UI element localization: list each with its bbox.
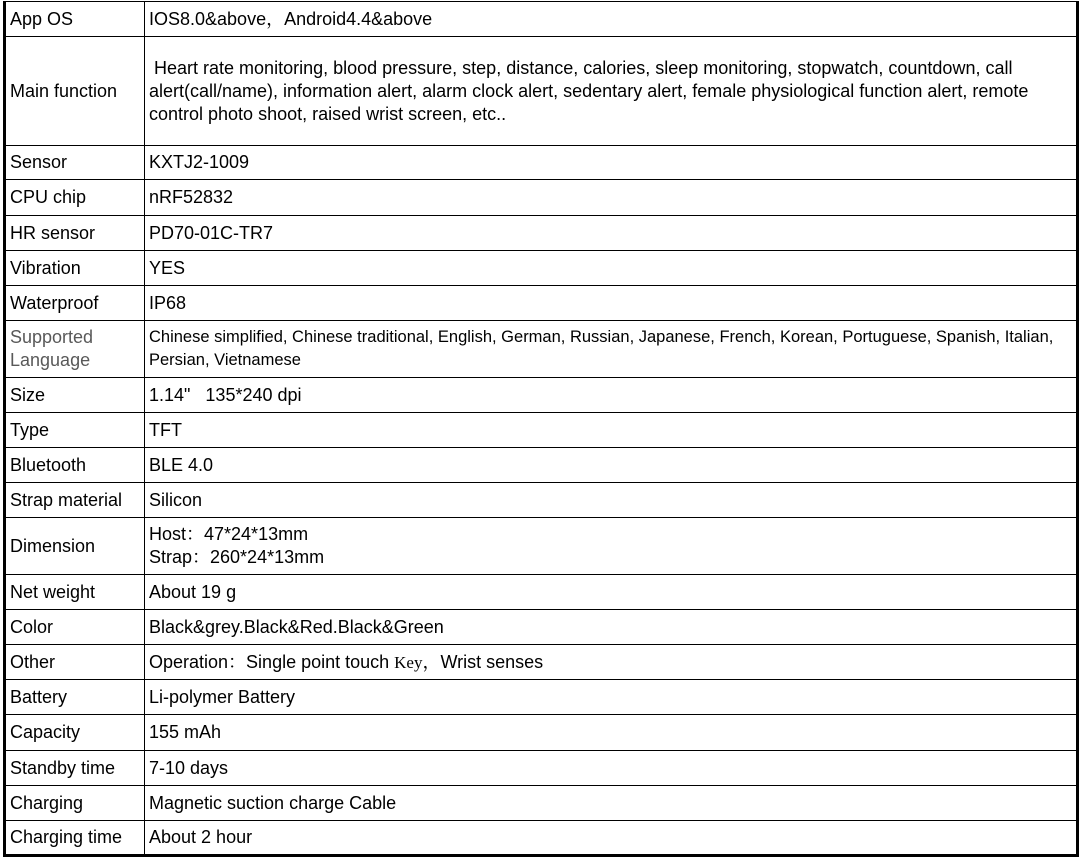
row-label-battery: Battery bbox=[5, 680, 145, 715]
row-value-other bbox=[145, 645, 1078, 680]
table-row bbox=[5, 575, 1078, 610]
row-label-dimension: Dimension bbox=[5, 518, 145, 575]
row-value-net-weight: About 19 g bbox=[145, 575, 1078, 610]
row-label-standby-time: Standby time bbox=[5, 751, 145, 786]
table-row bbox=[5, 786, 1078, 821]
row-label-type: Type bbox=[5, 413, 145, 448]
row-value-color: Black&grey.Black&Red.Black&Green bbox=[145, 610, 1078, 645]
table-row bbox=[5, 483, 1078, 518]
label-line: Language bbox=[10, 350, 91, 370]
row-label-cpu-chip: CPU chip bbox=[5, 180, 145, 216]
dimension-host: Host：47*24*13mm bbox=[149, 524, 309, 544]
table-row bbox=[5, 821, 1078, 856]
row-value-bluetooth: BLE 4.0 bbox=[145, 448, 1078, 483]
row-label-supported-language bbox=[5, 321, 145, 378]
table-row bbox=[5, 715, 1078, 751]
table-row bbox=[5, 610, 1078, 645]
other-text-a: Operation：Single point touch bbox=[149, 651, 395, 672]
row-value-hr-sensor: PD70-01C-TR7 bbox=[145, 216, 1078, 251]
row-label-vibration: Vibration bbox=[5, 251, 145, 286]
table-row bbox=[5, 2, 1078, 37]
row-label-sensor: Sensor bbox=[5, 146, 145, 180]
table-row bbox=[5, 518, 1078, 575]
row-value-capacity: 155 mAh bbox=[145, 715, 1078, 751]
table-row bbox=[5, 37, 1078, 146]
row-label-size: Size bbox=[5, 378, 145, 413]
row-value-supported-language: Chinese simplified, Chinese traditional, English, German, Russian, Japanese, French, Korean, Portuguese, Spanish, Italian, Persian, Vietnamese bbox=[145, 321, 1078, 378]
row-value-charging: Magnetic suction charge Cable bbox=[145, 786, 1078, 821]
row-label-bluetooth: Bluetooth bbox=[5, 448, 145, 483]
other-text-b: ，Wrist senses bbox=[422, 651, 544, 672]
table-row bbox=[5, 448, 1078, 483]
row-label-hr-sensor: HR sensor bbox=[5, 216, 145, 251]
row-label-color: Color bbox=[5, 610, 145, 645]
row-value-sensor: KXTJ2-1009 bbox=[145, 146, 1078, 180]
row-label-strap-material: Strap material bbox=[5, 483, 145, 518]
table-row bbox=[5, 413, 1078, 448]
table-row bbox=[5, 251, 1078, 286]
row-value-charging-time: About 2 hour bbox=[145, 821, 1078, 856]
spec-table bbox=[3, 1, 1079, 857]
table-row bbox=[5, 321, 1078, 378]
row-label-net-weight: Net weight bbox=[5, 575, 145, 610]
table-row bbox=[5, 751, 1078, 786]
row-value-waterproof: IP68 bbox=[145, 286, 1078, 321]
table-row bbox=[5, 216, 1078, 251]
row-value-cpu-chip: nRF52832 bbox=[145, 180, 1078, 216]
row-label-app-os: App OS bbox=[5, 2, 145, 37]
table-row bbox=[5, 146, 1078, 180]
row-label-charging: Charging bbox=[5, 786, 145, 821]
row-value-strap-material: Silicon bbox=[145, 483, 1078, 518]
row-value-type: TFT bbox=[145, 413, 1078, 448]
table-row bbox=[5, 378, 1078, 413]
row-value-standby-time: 7-10 days bbox=[145, 751, 1078, 786]
table-row bbox=[5, 286, 1078, 321]
table-row bbox=[5, 680, 1078, 715]
label-line: Supported bbox=[10, 327, 94, 347]
row-label-capacity: Capacity bbox=[5, 715, 145, 751]
table-row bbox=[5, 180, 1078, 216]
row-label-main-function: Main function bbox=[5, 37, 145, 146]
row-value-battery: Li-polymer Battery bbox=[145, 680, 1078, 715]
row-label-other: Other bbox=[5, 645, 145, 680]
row-value-app-os: IOS8.0&above，Android4.4&above bbox=[145, 2, 1078, 37]
row-value-size: 1.14" 135*240 dpi bbox=[145, 378, 1078, 413]
other-key-text: Key bbox=[394, 652, 423, 672]
row-label-charging-time: Charging time bbox=[5, 821, 145, 856]
row-value-main-function: Heart rate monitoring, blood pressure, step, distance, calories, sleep monitoring, stopwatch, countdown, call alert(call/name), information alert, alarm clock alert, sedentary alert, female physiological function alert, remote control photo shoot, raised wrist screen, etc.. bbox=[145, 37, 1078, 146]
row-value-vibration: YES bbox=[145, 251, 1078, 286]
dimension-strap: Strap：260*24*13mm bbox=[149, 547, 325, 567]
row-value-dimension bbox=[145, 518, 1078, 575]
table-row bbox=[5, 645, 1078, 680]
row-label-waterproof: Waterproof bbox=[5, 286, 145, 321]
